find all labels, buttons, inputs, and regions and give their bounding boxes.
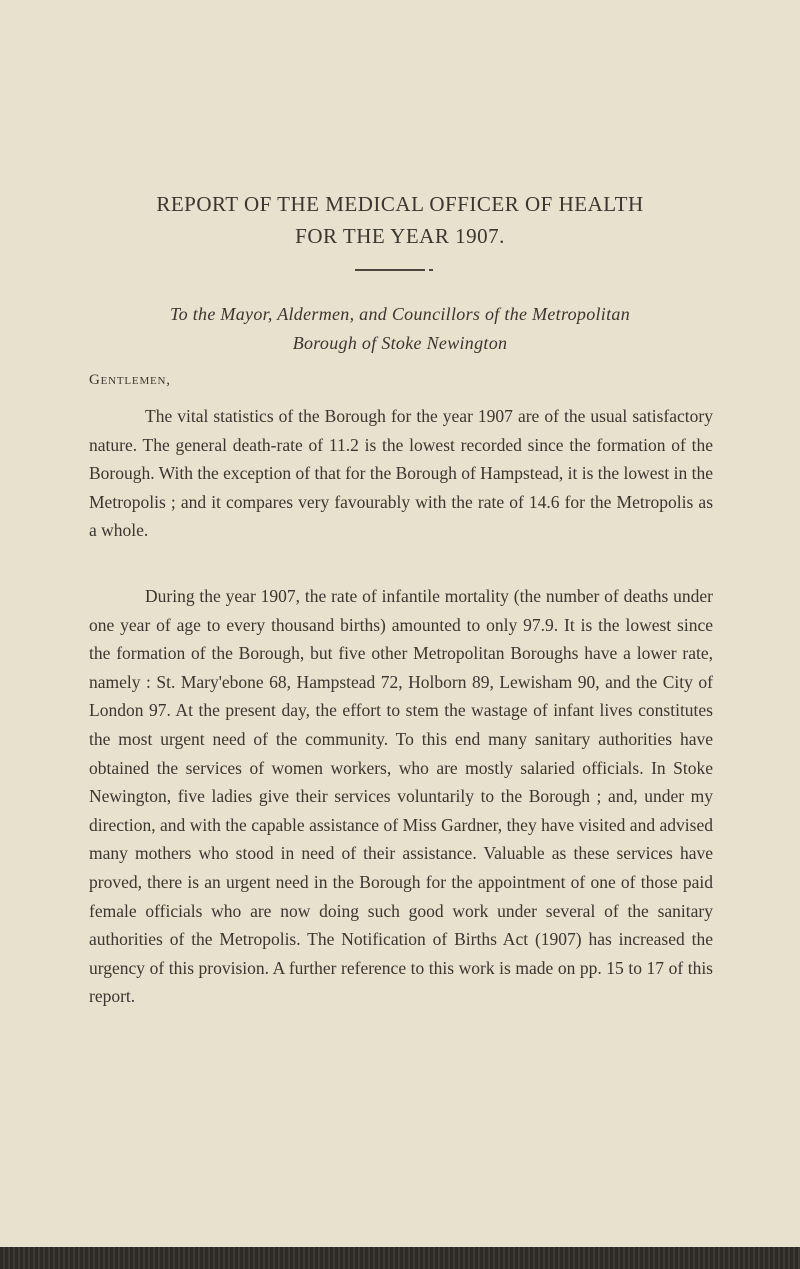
- report-title-line-1: REPORT OF THE MEDICAL OFFICER OF HEALTH: [156, 192, 644, 216]
- address-line-1: To the Mayor, Aldermen, and Councillors of the Metropolitan: [169, 304, 631, 324]
- title-divider-dot: [429, 269, 433, 271]
- title-divider: [355, 269, 425, 271]
- address-line-2: Borough of Stoke Newington: [292, 333, 508, 353]
- salutation: Gentlemen,: [89, 372, 171, 388]
- paragraph-vital-statistics: The vital statistics of the Borough for the year 1907 are of the usual satisfactory nature. The general death-rate of 11.2 is the lowest recorded since the formation of the Borough. With the exception of that for the Borough of Hampstead, it is the lowest in the Metropolis ; and it compares very favourably with the rate of 14.6 for the Metropolis as a whole.: [89, 406, 713, 541]
- scan-edge-bar: [0, 1247, 800, 1269]
- paragraph-infantile-mortality: During the year 1907, the rate of infantile mortality (the number of deaths under one year of age to every thousand births) amounted to only 97.9. It is the lowest since the formation of the Borough, but five other Metropolitan Boroughs have a lower rate, namely : St. Mary'ebone 68, Hampstead 72, Holborn 89, Lewisham 90, and the City of London 97. At the present day, the effort to stem the wastage of infant lives constitutes the most urgent need of the community. To this end many sanitary authorities have obtained the services of women workers, who are mostly salaried officials. In Stoke Newington, five ladies give their services voluntarily to the Borough ; and, under my direction, and with the capable assistance of Miss Gardner, they have visited and advised many mothers who stood in need of their assistance. Valuable as these services have proved, there is an urgent need in the Borough for the appointment of one of those paid female officials who are now doing such good work under several of the sanitary authorities of the Metropolis. The Notification of Births Act (1907) has increased the urgency of this provision. A further reference to this work is made on pp. 15 to 17 of this report.: [89, 586, 713, 1007]
- report-title-line-2: FOR THE YEAR 1907.: [295, 224, 505, 248]
